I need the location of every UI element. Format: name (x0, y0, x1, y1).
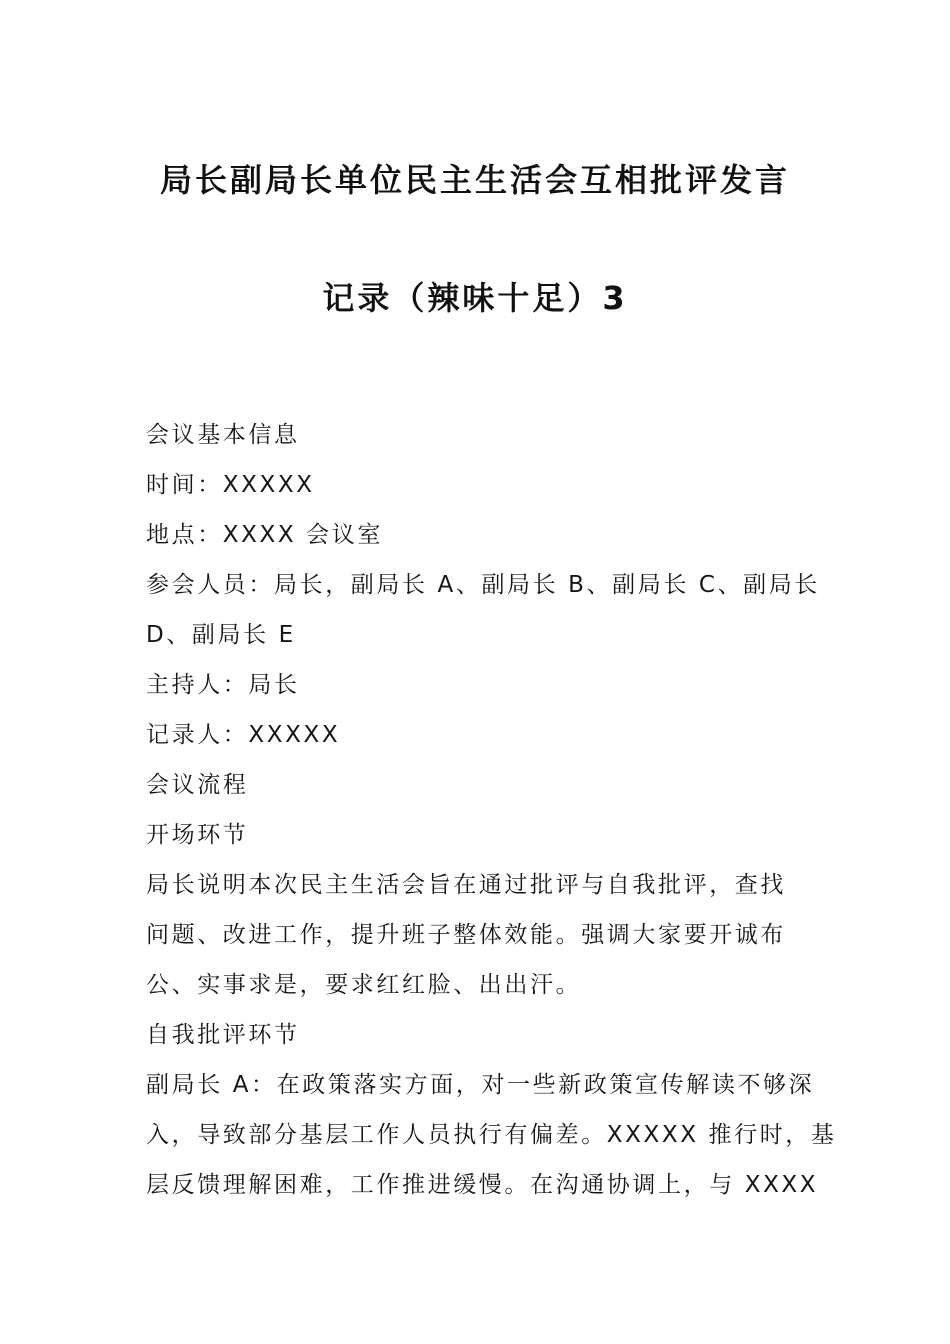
subsection-heading-self-criticism: 自我批评环节 (146, 1022, 300, 1048)
host: 主持人：局长 (146, 672, 300, 698)
recorder: 记录人：XXXXX (146, 722, 341, 748)
attendees-line-2: D、副局长 E (146, 622, 296, 648)
section-heading-meeting-process: 会议流程 (146, 772, 249, 798)
document-title-line-1: 局长副局长单位民主生活会互相批评发言 (159, 161, 790, 199)
opening-paragraph-line-1: 局长说明本次民主生活会旨在通过批评与自我批评，查找 (146, 872, 786, 898)
section-heading-meeting-info: 会议基本信息 (146, 422, 300, 448)
attendees-line-1: 参会人员：局长，副局长 A、副局长 B、副局长 C、副局长 (146, 572, 820, 598)
self-criticism-paragraph-line-2: 入，导致部分基层工作人员执行有偏差。XXXXX 推行时，基 (146, 1122, 837, 1148)
opening-paragraph-line-2: 问题、改进工作，提升班子整体效能。强调大家要开诚布 (146, 922, 786, 948)
self-criticism-paragraph-line-1: 副局长 A：在政策落实方面，对一些新政策宣传解读不够深 (146, 1072, 815, 1098)
meeting-location: 地点：XXXX 会议室 (146, 522, 383, 548)
subsection-heading-opening: 开场环节 (146, 822, 249, 848)
document-title-line-2: 记录（辣味十足）3 (322, 279, 628, 317)
self-criticism-paragraph-line-3: 层反馈理解困难，工作推进缓慢。在沟通协调上，与 XXXX (146, 1172, 819, 1198)
meeting-time: 时间：XXXXX (146, 472, 315, 498)
document-body (146, 410, 837, 1210)
opening-paragraph-line-3: 公、实事求是，要求红红脸、出出汗。 (146, 972, 582, 998)
